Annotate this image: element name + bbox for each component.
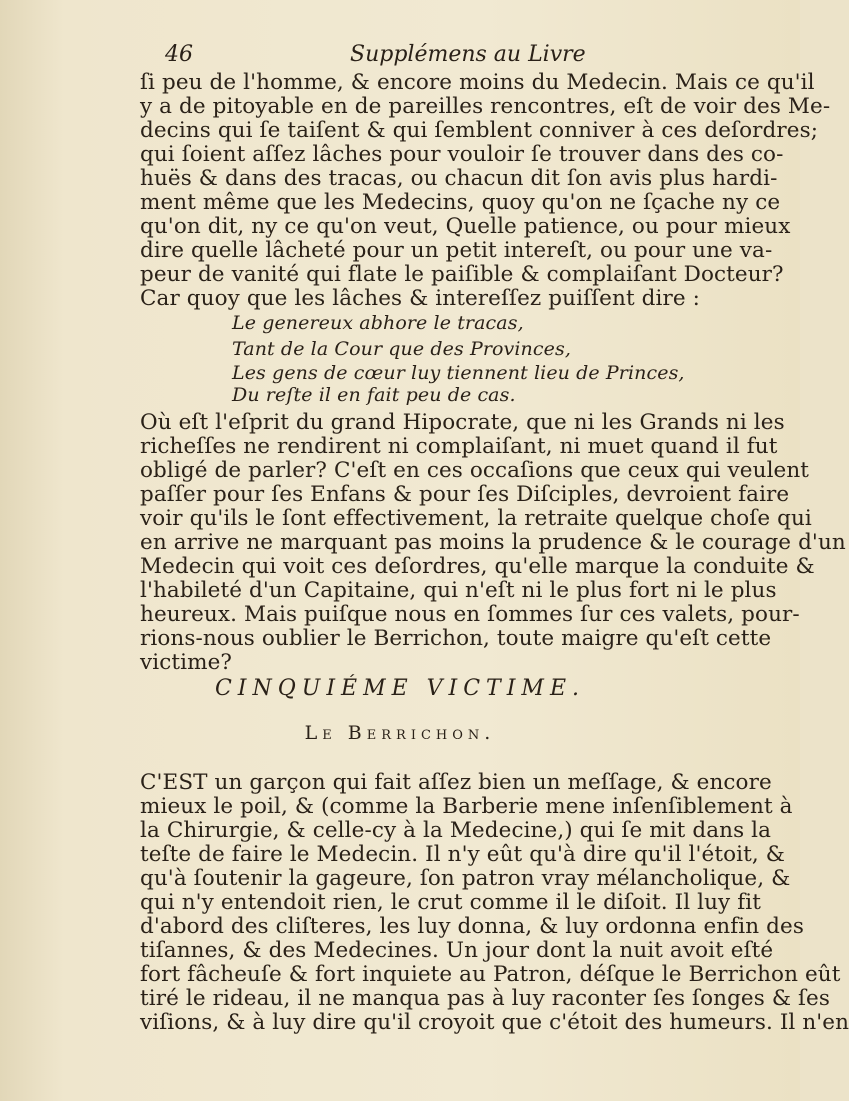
text-line: dire quelle lâcheté pour un petit intereſt, ou pour une va-	[140, 238, 773, 263]
text-line: tiré le rideau, il ne manqua pas à luy raconter ſes ſonges & ſes	[140, 986, 831, 1011]
verse-line: Les gens de cœur luy tiennent lieu de Princes,	[232, 362, 685, 384]
text-line: Où eſt l'eſprit du grand Hipocrate, que ni les Grands ni les	[140, 410, 785, 435]
text-line: en arrive ne marquant pas moins la prudence & le courage d'un	[140, 530, 846, 555]
verse-line: Le genereux abhore le tracas,	[232, 312, 524, 334]
text-line: qu'à ſoutenir la gageure, ſon patron vray mélancholique, &	[140, 866, 791, 891]
text-line: voir qu'ils le ſont effectivement, la retraite quelque choſe qui	[140, 506, 812, 531]
text-line: C'EST un garçon qui fait aſſez bien un meſſage, & encore	[140, 770, 772, 795]
text-line: fort fâcheuſe & fort inquiete au Patron, déſque le Berrichon eût	[140, 962, 841, 987]
text-line: decins qui ſe taiſent & qui ſemblent conniver à ces deſordres;	[140, 118, 819, 143]
text-line: paſſer pour ſes Enfans & pour ſes Diſciples, devroient faire	[140, 482, 790, 507]
text-line: tiſannes, & des Medecines. Un jour dont la nuit avoit eſté	[140, 938, 774, 963]
text-line: heureux. Mais puiſque nous en ſommes ſur ces valets, pour-	[140, 602, 800, 627]
text-line: richeſſes ne rendirent ni complaiſant, ni muet quand il fut	[140, 434, 778, 459]
text-line: peur de vanité qui flate le paiſible & complaiſant Docteur?	[140, 262, 784, 287]
text-line: Car quoy que les lâches & intereſſez puiſſent dire :	[140, 286, 700, 311]
text-line: ment même que les Medecins, quoy qu'on ne ſçache ny ce	[140, 190, 781, 215]
text-line: rions-nous oublier le Berrichon, toute maigre qu'eſt cette	[140, 626, 772, 651]
text-line: la Chirurgie, & celle-cy à la Medecine,) qui ſe mit dans la	[140, 818, 772, 843]
text-line: victime?	[140, 650, 233, 675]
page-number: 46	[165, 42, 193, 67]
text-line: l'habileté d'un Capitaine, qui n'eſt ni le plus fort ni le plus	[140, 578, 777, 603]
page-header	[165, 42, 730, 72]
running-title: Supplémens au Livre	[350, 42, 586, 67]
text-line: qui ſoient aſſez lâches pour vouloir ſe trouver dans des co-	[140, 142, 784, 167]
text-line: obligé de parler? C'eſt en ces occaſions que ceux qui veulent	[140, 458, 810, 483]
section-subtitle: Le Berrichon.	[304, 722, 496, 744]
text-line: Medecin qui voit ces deſordres, qu'elle marque la conduite &	[140, 554, 815, 579]
text-line: mieux le poil, & (comme la Barberie mene inſenſiblement à	[140, 794, 793, 819]
text-line: viſions, & à luy dire qu'il croyoit que c'étoit des humeurs. Il n'en	[140, 1010, 849, 1035]
text-line: d'abord des cliſteres, les luy donna, & luy ordonna enfin des	[140, 914, 804, 939]
text-line: teſte de faire le Medecin. Il n'y eût qu'à dire qu'il l'étoit, &	[140, 842, 785, 867]
section-title: CINQUIÉME VICTIME.	[214, 676, 586, 701]
text-line: qui n'y entendoit rien, le crut comme il le diſoit. Il luy fit	[140, 890, 762, 915]
text-line: qu'on dit, ny ce qu'on veut, Quelle patience, ou pour mieux	[140, 214, 791, 239]
text-line: ſi peu de l'homme, & encore moins du Medecin. Mais ce qu'il	[140, 70, 815, 95]
text-line: y a de pitoyable en de pareilles rencontres, eſt de voir des Me-	[140, 94, 831, 119]
verse-line: Tant de la Cour que des Provinces,	[232, 338, 571, 360]
text-line: huës & dans des tracas, ou chacun dit ſon avis plus hardi-	[140, 166, 778, 191]
verse-line: Du reſte il en fait peu de cas.	[232, 384, 516, 406]
